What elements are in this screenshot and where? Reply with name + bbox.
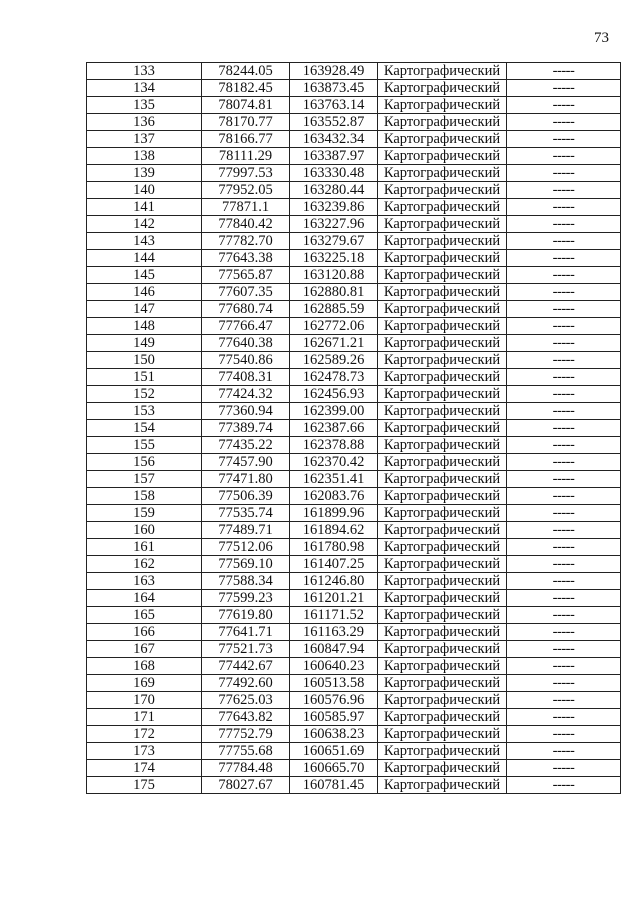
point-number-cell: 143	[87, 233, 202, 250]
table-row	[87, 641, 621, 658]
table-row	[87, 573, 621, 590]
accuracy-cell: -----	[507, 352, 621, 369]
method-cell: Картографический	[378, 335, 507, 352]
point-number-cell: 152	[87, 386, 202, 403]
accuracy-cell: -----	[507, 505, 621, 522]
x-coordinate-cell: 77535.74	[202, 505, 290, 522]
table-row	[87, 165, 621, 182]
table-row	[87, 199, 621, 216]
table-row	[87, 488, 621, 505]
table-row	[87, 335, 621, 352]
accuracy-cell: -----	[507, 607, 621, 624]
y-coordinate-cell: 162885.59	[290, 301, 378, 318]
coordinates-table	[86, 62, 621, 794]
accuracy-cell: -----	[507, 641, 621, 658]
table-row	[87, 420, 621, 437]
y-coordinate-cell: 162880.81	[290, 284, 378, 301]
y-coordinate-cell: 163239.86	[290, 199, 378, 216]
x-coordinate-cell: 78182.45	[202, 80, 290, 97]
method-cell: Картографический	[378, 454, 507, 471]
y-coordinate-cell: 161407.25	[290, 556, 378, 573]
y-coordinate-cell: 160576.96	[290, 692, 378, 709]
accuracy-cell: -----	[507, 233, 621, 250]
y-coordinate-cell: 163120.88	[290, 267, 378, 284]
table-row	[87, 131, 621, 148]
method-cell: Картографический	[378, 607, 507, 624]
y-coordinate-cell: 160847.94	[290, 641, 378, 658]
table-row	[87, 675, 621, 692]
x-coordinate-cell: 78170.77	[202, 114, 290, 131]
x-coordinate-cell: 77871.1	[202, 199, 290, 216]
table-row	[87, 386, 621, 403]
y-coordinate-cell: 163227.96	[290, 216, 378, 233]
x-coordinate-cell: 78111.29	[202, 148, 290, 165]
method-cell: Картографический	[378, 148, 507, 165]
accuracy-cell: -----	[507, 539, 621, 556]
table-row	[87, 607, 621, 624]
point-number-cell: 134	[87, 80, 202, 97]
y-coordinate-cell: 162478.73	[290, 369, 378, 386]
method-cell: Картографический	[378, 505, 507, 522]
table-row	[87, 80, 621, 97]
x-coordinate-cell: 77952.05	[202, 182, 290, 199]
table-row	[87, 760, 621, 777]
accuracy-cell: -----	[507, 318, 621, 335]
table-row	[87, 97, 621, 114]
method-cell: Картографический	[378, 522, 507, 539]
point-number-cell: 174	[87, 760, 202, 777]
accuracy-cell: -----	[507, 182, 621, 199]
method-cell: Картографический	[378, 437, 507, 454]
table-row	[87, 658, 621, 675]
point-number-cell: 175	[87, 777, 202, 794]
method-cell: Картографический	[378, 97, 507, 114]
y-coordinate-cell: 161163.29	[290, 624, 378, 641]
x-coordinate-cell: 77569.10	[202, 556, 290, 573]
y-coordinate-cell: 162083.76	[290, 488, 378, 505]
y-coordinate-cell: 161899.96	[290, 505, 378, 522]
y-coordinate-cell: 162370.42	[290, 454, 378, 471]
point-number-cell: 140	[87, 182, 202, 199]
point-number-cell: 159	[87, 505, 202, 522]
x-coordinate-cell: 77442.67	[202, 658, 290, 675]
y-coordinate-cell: 163928.49	[290, 63, 378, 80]
accuracy-cell: -----	[507, 250, 621, 267]
point-number-cell: 168	[87, 658, 202, 675]
x-coordinate-cell: 78244.05	[202, 63, 290, 80]
point-number-cell: 157	[87, 471, 202, 488]
method-cell: Картографический	[378, 250, 507, 267]
point-number-cell: 150	[87, 352, 202, 369]
method-cell: Картографический	[378, 114, 507, 131]
x-coordinate-cell: 77997.53	[202, 165, 290, 182]
method-cell: Картографический	[378, 182, 507, 199]
point-number-cell: 170	[87, 692, 202, 709]
table-row	[87, 267, 621, 284]
point-number-cell: 142	[87, 216, 202, 233]
y-coordinate-cell: 162772.06	[290, 318, 378, 335]
method-cell: Картографический	[378, 692, 507, 709]
table-row	[87, 624, 621, 641]
accuracy-cell: -----	[507, 590, 621, 607]
x-coordinate-cell: 77643.38	[202, 250, 290, 267]
table-row	[87, 743, 621, 760]
method-cell: Картографический	[378, 165, 507, 182]
point-number-cell: 133	[87, 63, 202, 80]
table-row	[87, 318, 621, 335]
method-cell: Картографический	[378, 488, 507, 505]
y-coordinate-cell: 163225.18	[290, 250, 378, 267]
table-row	[87, 454, 621, 471]
accuracy-cell: -----	[507, 284, 621, 301]
x-coordinate-cell: 77588.34	[202, 573, 290, 590]
table-row	[87, 148, 621, 165]
method-cell: Картографический	[378, 267, 507, 284]
method-cell: Картографический	[378, 658, 507, 675]
x-coordinate-cell: 77641.71	[202, 624, 290, 641]
point-number-cell: 165	[87, 607, 202, 624]
accuracy-cell: -----	[507, 624, 621, 641]
x-coordinate-cell: 78027.67	[202, 777, 290, 794]
method-cell: Картографический	[378, 301, 507, 318]
method-cell: Картографический	[378, 369, 507, 386]
x-coordinate-cell: 77540.86	[202, 352, 290, 369]
method-cell: Картографический	[378, 675, 507, 692]
table-row	[87, 284, 621, 301]
point-number-cell: 148	[87, 318, 202, 335]
x-coordinate-cell: 77619.80	[202, 607, 290, 624]
x-coordinate-cell: 77512.06	[202, 539, 290, 556]
point-number-cell: 160	[87, 522, 202, 539]
point-number-cell: 151	[87, 369, 202, 386]
point-number-cell: 149	[87, 335, 202, 352]
point-number-cell: 163	[87, 573, 202, 590]
table-row	[87, 216, 621, 233]
table-row	[87, 522, 621, 539]
table-row	[87, 301, 621, 318]
point-number-cell: 161	[87, 539, 202, 556]
point-number-cell: 162	[87, 556, 202, 573]
method-cell: Картографический	[378, 573, 507, 590]
page-number: 73	[594, 30, 609, 46]
y-coordinate-cell: 160640.23	[290, 658, 378, 675]
coordinates-table-body	[87, 63, 621, 794]
x-coordinate-cell: 77565.87	[202, 267, 290, 284]
x-coordinate-cell: 77435.22	[202, 437, 290, 454]
point-number-cell: 173	[87, 743, 202, 760]
y-coordinate-cell: 163873.45	[290, 80, 378, 97]
table-row	[87, 437, 621, 454]
accuracy-cell: -----	[507, 131, 621, 148]
x-coordinate-cell: 77840.42	[202, 216, 290, 233]
accuracy-cell: -----	[507, 216, 621, 233]
table-row	[87, 590, 621, 607]
x-coordinate-cell: 77607.35	[202, 284, 290, 301]
y-coordinate-cell: 162399.00	[290, 403, 378, 420]
table-row	[87, 471, 621, 488]
accuracy-cell: -----	[507, 743, 621, 760]
table-row	[87, 403, 621, 420]
accuracy-cell: -----	[507, 386, 621, 403]
table-row	[87, 369, 621, 386]
x-coordinate-cell: 77471.80	[202, 471, 290, 488]
y-coordinate-cell: 162589.26	[290, 352, 378, 369]
y-coordinate-cell: 160513.58	[290, 675, 378, 692]
accuracy-cell: -----	[507, 165, 621, 182]
y-coordinate-cell: 161780.98	[290, 539, 378, 556]
accuracy-cell: -----	[507, 709, 621, 726]
accuracy-cell: -----	[507, 454, 621, 471]
point-number-cell: 144	[87, 250, 202, 267]
y-coordinate-cell: 160665.70	[290, 760, 378, 777]
method-cell: Картографический	[378, 641, 507, 658]
accuracy-cell: -----	[507, 556, 621, 573]
method-cell: Картографический	[378, 471, 507, 488]
method-cell: Картографический	[378, 777, 507, 794]
method-cell: Картографический	[378, 352, 507, 369]
accuracy-cell: -----	[507, 675, 621, 692]
y-coordinate-cell: 163279.67	[290, 233, 378, 250]
table-row	[87, 352, 621, 369]
x-coordinate-cell: 77492.60	[202, 675, 290, 692]
accuracy-cell: -----	[507, 488, 621, 505]
point-number-cell: 145	[87, 267, 202, 284]
method-cell: Картографический	[378, 199, 507, 216]
table-row	[87, 556, 621, 573]
y-coordinate-cell: 163432.34	[290, 131, 378, 148]
x-coordinate-cell: 78074.81	[202, 97, 290, 114]
method-cell: Картографический	[378, 624, 507, 641]
point-number-cell: 154	[87, 420, 202, 437]
y-coordinate-cell: 162351.41	[290, 471, 378, 488]
table-row	[87, 726, 621, 743]
method-cell: Картографический	[378, 318, 507, 335]
method-cell: Картографический	[378, 760, 507, 777]
table-row	[87, 777, 621, 794]
table-row	[87, 250, 621, 267]
x-coordinate-cell: 77599.23	[202, 590, 290, 607]
x-coordinate-cell: 77489.71	[202, 522, 290, 539]
method-cell: Картографический	[378, 743, 507, 760]
accuracy-cell: -----	[507, 726, 621, 743]
y-coordinate-cell: 160638.23	[290, 726, 378, 743]
y-coordinate-cell: 160585.97	[290, 709, 378, 726]
accuracy-cell: -----	[507, 148, 621, 165]
x-coordinate-cell: 77766.47	[202, 318, 290, 335]
point-number-cell: 164	[87, 590, 202, 607]
point-number-cell: 171	[87, 709, 202, 726]
y-coordinate-cell: 162671.21	[290, 335, 378, 352]
method-cell: Картографический	[378, 63, 507, 80]
point-number-cell: 169	[87, 675, 202, 692]
method-cell: Картографический	[378, 131, 507, 148]
method-cell: Картографический	[378, 284, 507, 301]
x-coordinate-cell: 77680.74	[202, 301, 290, 318]
point-number-cell: 166	[87, 624, 202, 641]
point-number-cell: 137	[87, 131, 202, 148]
table-row	[87, 692, 621, 709]
point-number-cell: 138	[87, 148, 202, 165]
table-row	[87, 182, 621, 199]
point-number-cell: 146	[87, 284, 202, 301]
method-cell: Картографический	[378, 216, 507, 233]
x-coordinate-cell: 77457.90	[202, 454, 290, 471]
table-row	[87, 114, 621, 131]
y-coordinate-cell: 162456.93	[290, 386, 378, 403]
point-number-cell: 155	[87, 437, 202, 454]
point-number-cell: 147	[87, 301, 202, 318]
x-coordinate-cell: 77389.74	[202, 420, 290, 437]
x-coordinate-cell: 77782.70	[202, 233, 290, 250]
method-cell: Картографический	[378, 233, 507, 250]
point-number-cell: 141	[87, 199, 202, 216]
accuracy-cell: -----	[507, 199, 621, 216]
y-coordinate-cell: 162378.88	[290, 437, 378, 454]
point-number-cell: 158	[87, 488, 202, 505]
accuracy-cell: -----	[507, 573, 621, 590]
x-coordinate-cell: 77643.82	[202, 709, 290, 726]
method-cell: Картографический	[378, 556, 507, 573]
x-coordinate-cell: 77360.94	[202, 403, 290, 420]
method-cell: Картографический	[378, 539, 507, 556]
point-number-cell: 167	[87, 641, 202, 658]
x-coordinate-cell: 77640.38	[202, 335, 290, 352]
accuracy-cell: -----	[507, 301, 621, 318]
accuracy-cell: -----	[507, 692, 621, 709]
table-row	[87, 233, 621, 250]
point-number-cell: 153	[87, 403, 202, 420]
table-row	[87, 505, 621, 522]
accuracy-cell: -----	[507, 658, 621, 675]
x-coordinate-cell: 78166.77	[202, 131, 290, 148]
accuracy-cell: -----	[507, 471, 621, 488]
accuracy-cell: -----	[507, 80, 621, 97]
table-row	[87, 63, 621, 80]
y-coordinate-cell: 163387.97	[290, 148, 378, 165]
table-row	[87, 709, 621, 726]
point-number-cell: 172	[87, 726, 202, 743]
x-coordinate-cell: 77784.48	[202, 760, 290, 777]
x-coordinate-cell: 77424.32	[202, 386, 290, 403]
method-cell: Картографический	[378, 726, 507, 743]
y-coordinate-cell: 163763.14	[290, 97, 378, 114]
point-number-cell: 156	[87, 454, 202, 471]
accuracy-cell: -----	[507, 437, 621, 454]
method-cell: Картографический	[378, 709, 507, 726]
accuracy-cell: -----	[507, 114, 621, 131]
x-coordinate-cell: 77408.31	[202, 369, 290, 386]
point-number-cell: 135	[87, 97, 202, 114]
accuracy-cell: -----	[507, 420, 621, 437]
method-cell: Картографический	[378, 590, 507, 607]
accuracy-cell: -----	[507, 335, 621, 352]
y-coordinate-cell: 161171.52	[290, 607, 378, 624]
y-coordinate-cell: 163330.48	[290, 165, 378, 182]
y-coordinate-cell: 161201.21	[290, 590, 378, 607]
x-coordinate-cell: 77755.68	[202, 743, 290, 760]
y-coordinate-cell: 160781.45	[290, 777, 378, 794]
table-row	[87, 539, 621, 556]
method-cell: Картографический	[378, 80, 507, 97]
method-cell: Картографический	[378, 403, 507, 420]
y-coordinate-cell: 161246.80	[290, 573, 378, 590]
point-number-cell: 139	[87, 165, 202, 182]
y-coordinate-cell: 162387.66	[290, 420, 378, 437]
point-number-cell: 136	[87, 114, 202, 131]
accuracy-cell: -----	[507, 97, 621, 114]
y-coordinate-cell: 161894.62	[290, 522, 378, 539]
x-coordinate-cell: 77506.39	[202, 488, 290, 505]
accuracy-cell: -----	[507, 403, 621, 420]
accuracy-cell: -----	[507, 369, 621, 386]
accuracy-cell: -----	[507, 522, 621, 539]
y-coordinate-cell: 160651.69	[290, 743, 378, 760]
x-coordinate-cell: 77625.03	[202, 692, 290, 709]
accuracy-cell: -----	[507, 63, 621, 80]
method-cell: Картографический	[378, 420, 507, 437]
y-coordinate-cell: 163280.44	[290, 182, 378, 199]
x-coordinate-cell: 77752.79	[202, 726, 290, 743]
accuracy-cell: -----	[507, 777, 621, 794]
y-coordinate-cell: 163552.87	[290, 114, 378, 131]
accuracy-cell: -----	[507, 267, 621, 284]
method-cell: Картографический	[378, 386, 507, 403]
accuracy-cell: -----	[507, 760, 621, 777]
x-coordinate-cell: 77521.73	[202, 641, 290, 658]
